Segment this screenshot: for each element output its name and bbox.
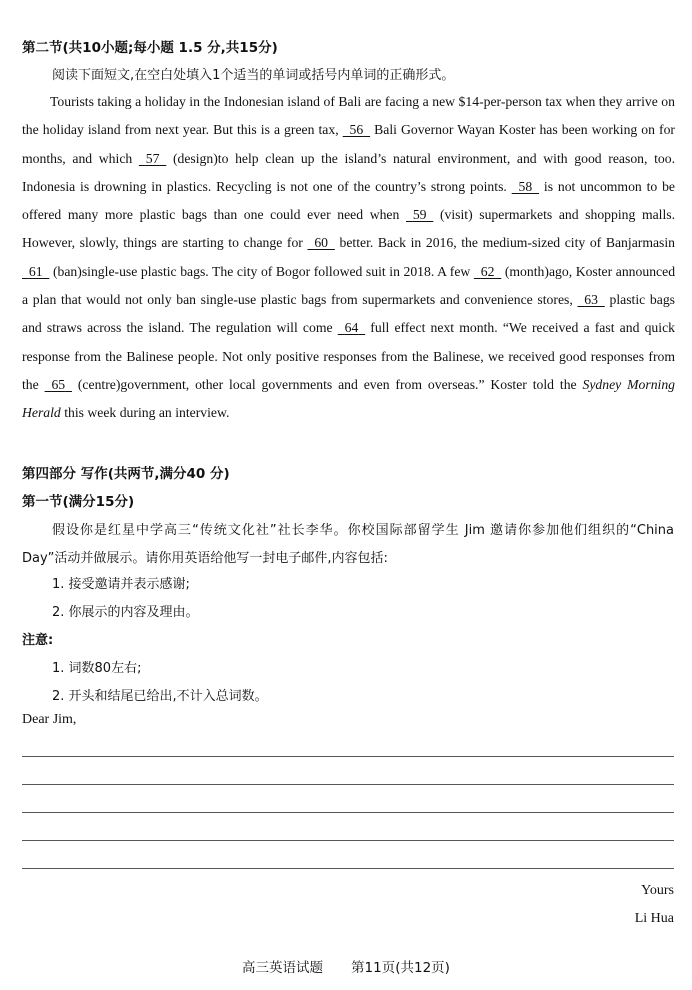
salutation: Dear Jim, (22, 712, 77, 727)
passage-text: (centre)government, other local governments and even from overseas.” Koster told the (77, 376, 577, 392)
passage-text: this week during an interview. (64, 405, 230, 421)
footer-subject: 高三英语试题 (242, 960, 324, 976)
note-1: 1. 词数80左右; (52, 661, 142, 676)
writing-line (22, 812, 674, 813)
blank-57: 57 (145, 150, 160, 166)
passage-text: (ban)single-use plastic bags. The city of Bogor followed suit in 2018. A few (52, 263, 471, 279)
passage-text: Bali Governor Wayan Koster has been working on for months, and which (22, 122, 675, 166)
newspaper-title: Sydney Morning Herald (22, 376, 676, 421)
writing-line (22, 756, 674, 757)
writing-line (22, 868, 674, 869)
blank-58: 58 (518, 178, 533, 194)
task-point-1: 1. 接受邀请并表示感谢; (52, 577, 190, 592)
passage-text: better. Back in 2016, the medium-sized city of Banjarmasin (339, 235, 676, 251)
passage-text: full effect next month. “We received a fast and quick response from the Balinese people. Not only positive responses from the Balinese, we received good responses from the (22, 320, 675, 392)
page-footer (0, 956, 692, 976)
blank-65: 65 (51, 376, 66, 392)
blank-62: 62 (480, 263, 495, 279)
passage-text: (design)to help clean up the island’s natural environment, and with good reason, too. Indonesia is drowning in plastics. Recycling is not one of the country’s strong points. (22, 150, 676, 194)
note-label: 注意: (22, 633, 54, 648)
blank-59: 59 (412, 207, 427, 223)
part4-heading: 第四部分 写作(共两节,满分40 分) (22, 466, 230, 482)
closing: Yours (641, 883, 674, 898)
note-2: 2. 开头和结尾已给出,不计入总词数。 (52, 689, 268, 704)
passage-text: plastic bags and straws across the island. The regulation will come (22, 292, 675, 336)
blank-64: 64 (344, 320, 359, 336)
blank-60: 60 (314, 235, 329, 251)
blank-61: 61 (28, 263, 43, 279)
writing-prompt: 假设你是红星中学高三“传统文化社”社长李华。你校国际部留学生 Jim 邀请你参加他们组织的“China Day”活动并做展示。请你用英语给他写一封电子邮件,内容包括: (22, 523, 674, 566)
writing-line (22, 840, 674, 841)
blank-56: 56 (349, 122, 364, 138)
passage-text: Tourists taking a holiday in the Indonesian island of Bali are facing a new $14-per-person tax when they arrive on the holiday island from next year. But this is a green tax, (22, 94, 675, 138)
writing-line (22, 784, 674, 785)
passage-text: (visit) supermarkets and shopping malls. However, slowly, things are starting to change for (22, 207, 676, 251)
section1-heading: 第一节(满分15分) (22, 494, 135, 510)
cloze-passage (22, 88, 675, 428)
signature: Li Hua (634, 911, 674, 926)
passage-text: is not uncommon to be offered many more plastic bags than one could ever need when (22, 178, 676, 223)
page-number: 第11页(共12页) (351, 960, 450, 976)
task-point-2: 2. 你展示的内容及理由。 (52, 605, 199, 620)
section2-heading: 第二节(共10小题;每小题 1.5 分,共15分) (22, 40, 278, 56)
passage-text: (month)ago, Koster announced a plan that would not only ban single-use plastic bags from supermarkets and convenience stores, (22, 263, 676, 308)
section2-instruction: 阅读下面短文,在空白处填入1个适当的单词或括号内单词的正确形式。 (52, 68, 455, 83)
blank-63: 63 (584, 292, 598, 308)
